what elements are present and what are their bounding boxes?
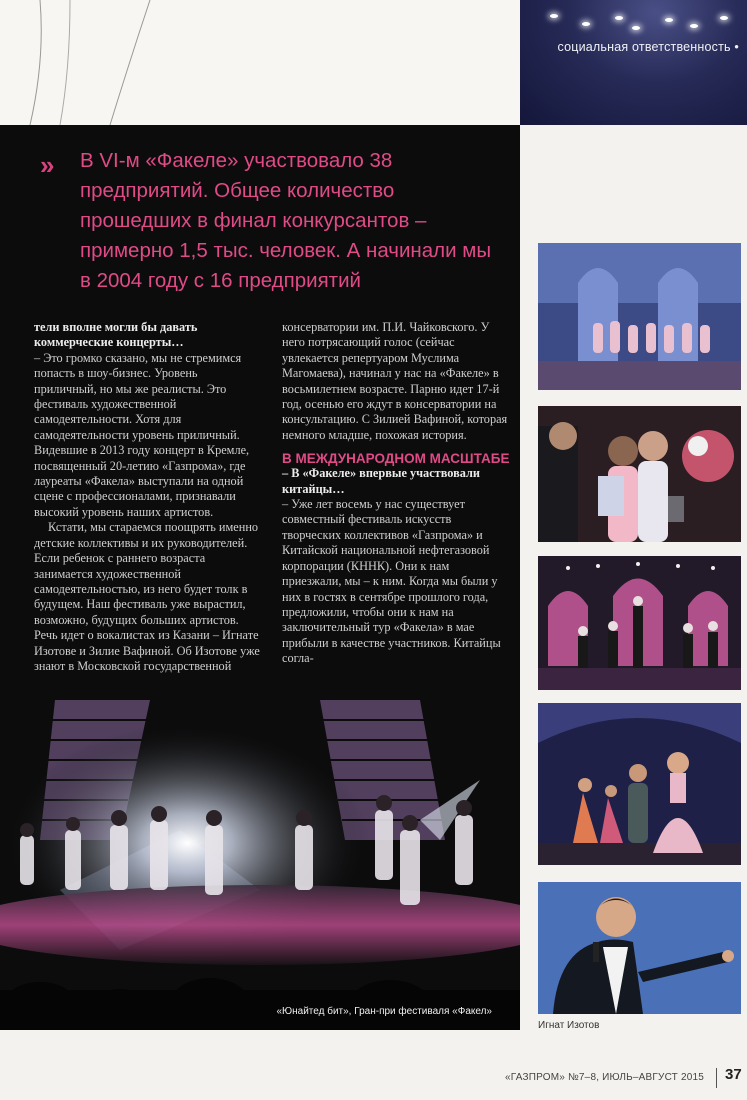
section-header-strip bbox=[520, 0, 747, 125]
stage-photo-singers bbox=[538, 703, 741, 865]
footer-divider bbox=[716, 1068, 717, 1088]
stage-photo-girls-dance bbox=[538, 243, 741, 390]
issue-info: «ГАЗПРОМ» №7–8, ИЮЛЬ–АВГУСТ 2015 bbox=[505, 1072, 705, 1083]
article-column-left bbox=[34, 320, 262, 674]
question-text: тели вполне могли бы давать коммерческие концерты… bbox=[34, 320, 198, 350]
paragraph: консерватории им. П.И. Чайковского. У него потрясающий голос (сейчас увлекается репертуаром Муслима Магомаева), начинал у нас на «Факеле» в восьмилетнем возрасте. Парню идет 17-й год, осенью его ждут в консерватории на консультацию. С Зилией Вафиной, которая немного младше, похожая история. bbox=[282, 320, 508, 442]
subheading: В МЕЖДУНАРОДНОМ МАСШТАБЕ bbox=[282, 451, 510, 467]
page-number: 37 bbox=[725, 1066, 742, 1083]
stage-photo-pink-arches bbox=[538, 556, 741, 690]
concert-photo bbox=[0, 690, 520, 1030]
article-column-right bbox=[282, 320, 510, 667]
portrait-photo-ignat-izotov bbox=[538, 882, 741, 1014]
pull-quote: В VI-м «Факеле» участвовало 38 предприятий. Общее количество прошедших в финал конкурсантов – примерно 1,5 тыс. человек. А начинали мы в 2004 году с 16 предприятий bbox=[80, 149, 492, 292]
section-label: социальная ответственность • bbox=[557, 40, 739, 54]
concert-photo-caption: «Юнайтед бит», Гран-при фестиваля «Факел» bbox=[276, 1006, 492, 1017]
top-photo-area bbox=[0, 0, 520, 125]
award-ceremony-photo bbox=[538, 406, 741, 542]
paragraph: Кстати, мы стараемся поощрять именно детские коллективы и их руководителей. Если ребенок с раннего возраста занимается художественной самодеятельностью, из него будет толк в будущем. Наш фестиваль уже вырастил, возможно, будущих больших артистов. Речь идет о вокалистах из Казани – Игнате Изотове и Зилие Вафиной. Об Изотове уже знают в Московской государственной bbox=[34, 520, 260, 673]
portrait-photo-caption: Игнат Изотов bbox=[538, 1020, 600, 1031]
question-text: – В «Факеле» впервые участвовали китайцы… bbox=[282, 466, 480, 496]
paragraph: – Уже лет восемь у нас существует совместный фестиваль искусств творческих коллективов «Газпрома» и Китайской национальной нефтегазовой корпорации (КННК). Они к нам приезжали, мы – к ним. Когда мы были у них в гостях в сентябре прошлого года, предложили, чтобы они к нам на заключительный тур «Факела» в мае прибыли в качестве участников. Китайцы согла- bbox=[282, 497, 501, 666]
quote-mark: » bbox=[40, 150, 55, 180]
decorative-curve bbox=[0, 0, 520, 125]
paragraph: – Это громко сказано, мы не стремимся попасть в шоу-бизнес. Уровень приличный, но мы же реалисты. Это фестиваль художественной самодеятельности. Хотя для самодеятельности уровень приличный. Видевшие в 2013 году концерт в Кремле, посвященный 20-летию «Газпрома», где лауреаты «Факела» выступали на одной сцене с профессионалами, признавали высокий уровень наших артистов. bbox=[34, 350, 250, 519]
